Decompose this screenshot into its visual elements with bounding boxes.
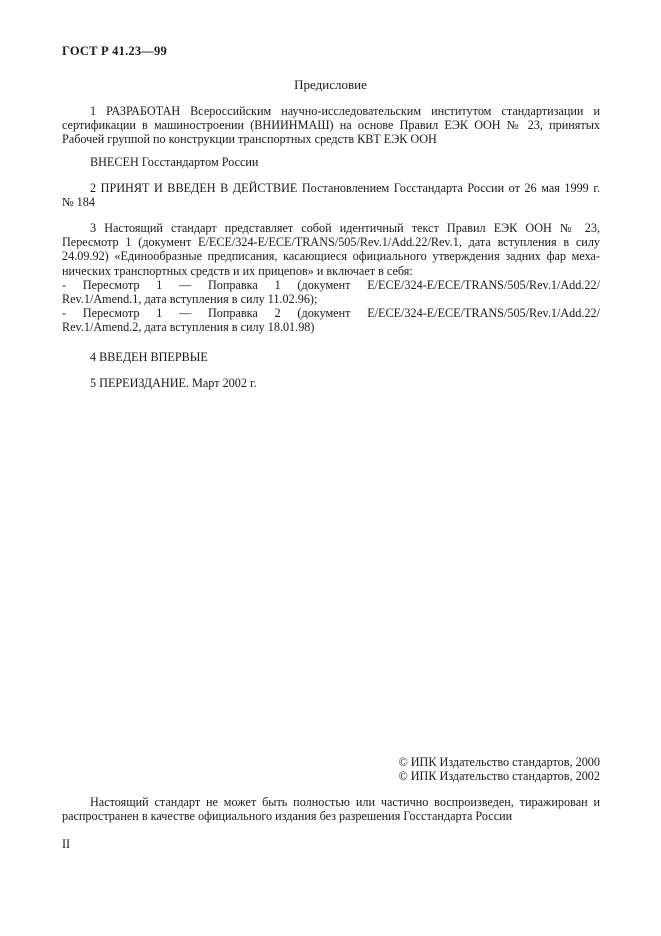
copyright-block [360, 755, 600, 783]
amendment-line-text: - Пересмотр 1 — Поправка 2 (документ E/ECE/324-E/ECE/TRANS/505/Rev.1/Add.22/ [62, 306, 600, 321]
paragraph-identical-text [62, 221, 600, 335]
notice-line: распространен в качестве официального издания без разрешения Госстандарта России [62, 809, 513, 824]
paragraph-line [62, 249, 600, 263]
paragraph-line-text: сертификации в машиностроении (ВНИИНМАШ) на основе Правил ЕЭК ООН № 23, принятых [62, 118, 600, 133]
notice-line [62, 795, 600, 809]
paragraph-line-text: 24.09.92) «Единообразные предписания, касающиеся официального утверждения задних фар меха- [62, 249, 600, 264]
paragraph-line [62, 181, 600, 195]
paragraph-reissue: 5 ПЕРЕИЗДАНИЕ. Март 2002 г. [90, 376, 257, 390]
paragraph-developed [62, 104, 600, 147]
paragraph-adopted [62, 181, 600, 209]
paragraph-line-text: 2 ПРИНЯТ И ВВЕДЕН В ДЕЙСТВИЕ Постановлением Госстандарта России от 26 мая 1999 г. [90, 181, 600, 195]
reproduction-notice [62, 795, 600, 823]
page-title: Предисловие [294, 77, 367, 92]
paragraph-line [62, 235, 600, 249]
document-code-header: ГОСТ Р 41.23—99 [62, 44, 167, 58]
amendment-line: Rev.1/Amend.2, дата вступления в силу 18.01.98) [62, 320, 315, 335]
amendment-line: Rev.1/Amend.1, дата вступления в силу 11.02.96); [62, 292, 318, 307]
amendment-line-text: - Пересмотр 1 — Поправка 1 (документ E/ECE/324-E/ECE/TRANS/505/Rev.1/Add.22/ [62, 277, 600, 292]
notice-line-text: Настоящий стандарт не может быть полностью или частично воспроизведен, тиражирован и [90, 795, 600, 809]
paragraph-line-text: Пересмотр 1 (документ E/ECE/324-E/ECE/TRANS/505/Rev.1/Add.22/Rev.1, дата вступления в силу [62, 235, 600, 250]
amendment-line [62, 278, 600, 292]
paragraph-line [62, 221, 600, 235]
copyright-line: © ИПК Издательство стандартов, 2000 [398, 755, 600, 769]
paragraph-line [62, 118, 600, 132]
paragraph-line: Рабочей группой по конструкции транспортных средств КВТ ЕЭК ООН [62, 132, 437, 147]
paragraph-line: нических транспортных средств и их прицепов» и включает в себя: [62, 263, 413, 278]
paragraph-line-text: 1 РАЗРАБОТАН Всероссийским научно-исследовательским институтом стандартизации и [90, 104, 600, 118]
amendment-line [62, 306, 600, 320]
paragraph-introduced: ВНЕСЕН Госстандартом России [90, 155, 259, 169]
paragraph-line [62, 104, 600, 118]
paragraph-line-text: 3 Настоящий стандарт представляет собой идентичный текст Правил ЕЭК ООН № 23, [90, 221, 600, 235]
paragraph-line: № 184 [62, 195, 95, 210]
page-number: II [62, 837, 71, 851]
copyright-line: © ИПК Издательство стандартов, 2002 [398, 769, 600, 784]
paragraph-first-introduced: 4 ВВЕДЕН ВПЕРВЫЕ [90, 350, 208, 364]
